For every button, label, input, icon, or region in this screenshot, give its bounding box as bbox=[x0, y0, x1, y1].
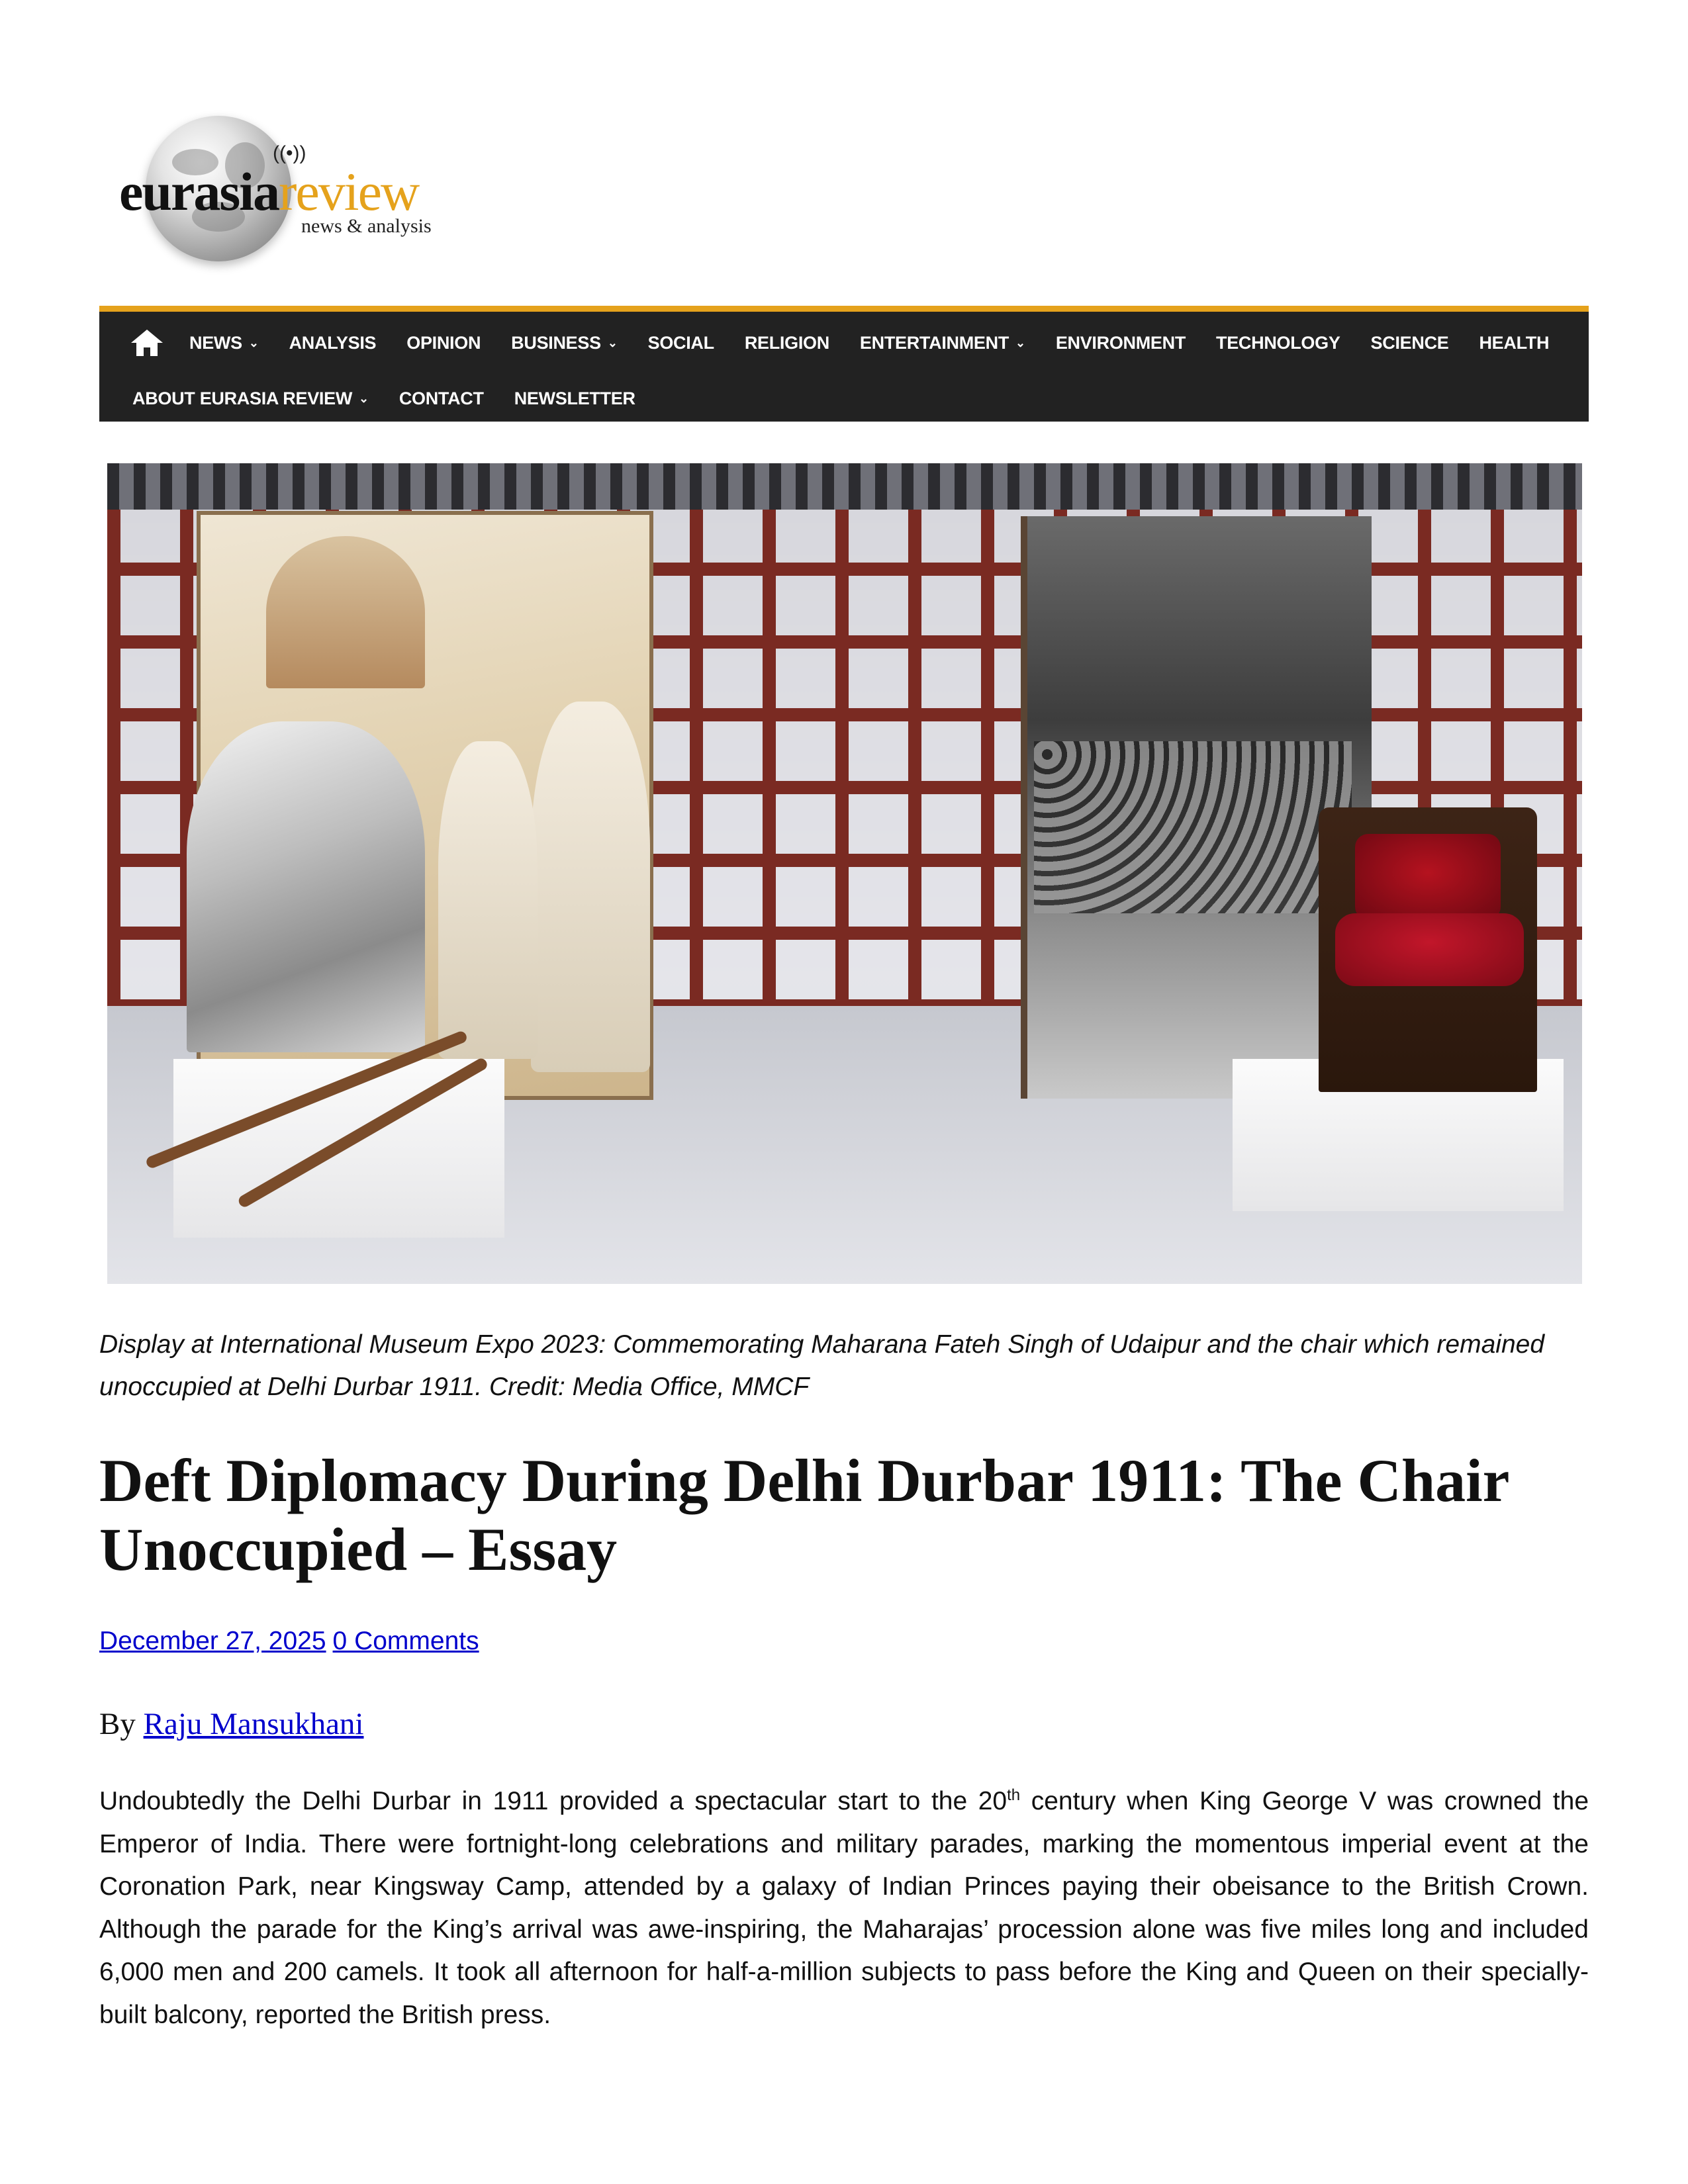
nav-item-opinion[interactable] bbox=[406, 333, 481, 353]
nav-item-analysis[interactable] bbox=[289, 333, 377, 353]
painted-figure bbox=[438, 741, 538, 1059]
image-caption: Display at International Museum Expo 2023: Commemorating Maharana Fateh Singh of Udaipur and the chair which remained unoccupied at Delhi Durbar 1911. Credit: Media Office, MMCF bbox=[99, 1330, 1545, 1401]
nav-item-about-eurasia-review[interactable] bbox=[132, 388, 369, 409]
nav-item-label: TECHNOLOGY bbox=[1216, 332, 1340, 353]
article-meta bbox=[99, 1627, 486, 1656]
chevron-down-icon: ⌄ bbox=[1015, 336, 1025, 349]
nav-item-label: BUSINESS bbox=[511, 332, 601, 353]
chair-seat bbox=[1335, 913, 1524, 986]
nav-item-label: NEWS bbox=[189, 332, 242, 353]
nav-item-label: ABOUT EURASIA REVIEW bbox=[132, 388, 353, 408]
ordinal-suffix: th bbox=[1007, 1786, 1021, 1804]
nav-item-entertainment[interactable] bbox=[860, 333, 1025, 353]
nav-item-label: RELIGION bbox=[744, 332, 829, 353]
nav-row-secondary bbox=[99, 375, 666, 422]
nav-item-label: ENTERTAINMENT bbox=[859, 332, 1009, 353]
broadcast-icon: ((•)) bbox=[273, 142, 306, 164]
logo-tagline: news & analysis bbox=[301, 215, 432, 237]
nav-item-label: ENVIRONMENT bbox=[1055, 332, 1186, 353]
article-paragraph: Undoubtedly the Delhi Durbar in 1911 provided a spectacular start to the 20th century when King George V was crowned the Emperor of India. There were fortnight-long celebrations and military parades, marking the momentous imperial event at the Coronation Park, near Kingsway Camp, attended by a galaxy of Indian Princes paying their obeisance to the British Crown. Although the parade for the King’s arrival was awe-inspiring, the Maharajas’ procession alone was five miles long and included 6,000 men and 200 camels. It took all afternoon for half-a-million subjects to pass before the King and Queen on their specially-built balcony, reported the British press. bbox=[99, 1786, 1589, 2029]
nav-item-newsletter[interactable] bbox=[514, 388, 635, 409]
nav-item-social[interactable] bbox=[648, 333, 714, 353]
hero-image bbox=[107, 463, 1582, 1284]
nav-item-news[interactable] bbox=[189, 333, 259, 353]
nav-item-label: ANALYSIS bbox=[289, 332, 377, 353]
nav-item-technology[interactable] bbox=[1216, 333, 1340, 353]
nav-item-business[interactable] bbox=[511, 333, 617, 353]
nav-item-environment[interactable] bbox=[1056, 333, 1186, 353]
nav-item-label: OPINION bbox=[406, 332, 481, 353]
durbar-crowd bbox=[1034, 741, 1352, 913]
logo-wordmark: eurasiareview bbox=[119, 161, 419, 222]
nav-item-label: NEWSLETTER bbox=[514, 388, 635, 408]
home-icon[interactable] bbox=[131, 330, 163, 356]
chevron-down-icon: ⌄ bbox=[607, 336, 618, 349]
chevron-down-icon: ⌄ bbox=[248, 336, 259, 349]
chevron-down-icon: ⌄ bbox=[359, 391, 369, 405]
painted-pavilion bbox=[266, 536, 425, 688]
painted-figure bbox=[531, 702, 650, 1072]
page bbox=[99, 0, 1589, 2184]
nav-item-label: CONTACT bbox=[399, 388, 484, 408]
nav-row-primary bbox=[99, 320, 1579, 366]
article-title: Deft Diplomacy During Delhi Durbar 1911: The Chair Unoccupied – Essay bbox=[99, 1447, 1509, 1583]
nav-item-label: SOCIAL bbox=[647, 332, 714, 353]
byline-prefix: By bbox=[99, 1707, 136, 1741]
site-logo[interactable] bbox=[119, 109, 463, 281]
nav-item-science[interactable] bbox=[1371, 333, 1449, 353]
main-navigation bbox=[99, 306, 1589, 422]
nav-item-religion[interactable] bbox=[745, 333, 829, 353]
nav-item-health[interactable] bbox=[1479, 333, 1549, 353]
author-link[interactable]: Raju Mansukhani bbox=[143, 1707, 364, 1741]
nav-item-contact[interactable] bbox=[399, 388, 484, 409]
hall-ceiling bbox=[107, 463, 1582, 510]
post-date-link[interactable]: December 27, 2025 bbox=[99, 1627, 326, 1655]
nav-item-label: HEALTH bbox=[1479, 332, 1550, 353]
byline bbox=[99, 1706, 364, 1742]
chair-backrest bbox=[1355, 834, 1501, 920]
nav-item-label: SCIENCE bbox=[1370, 332, 1449, 353]
silver-palanquin bbox=[187, 721, 425, 1052]
comments-link[interactable]: 0 Comments bbox=[332, 1627, 479, 1655]
